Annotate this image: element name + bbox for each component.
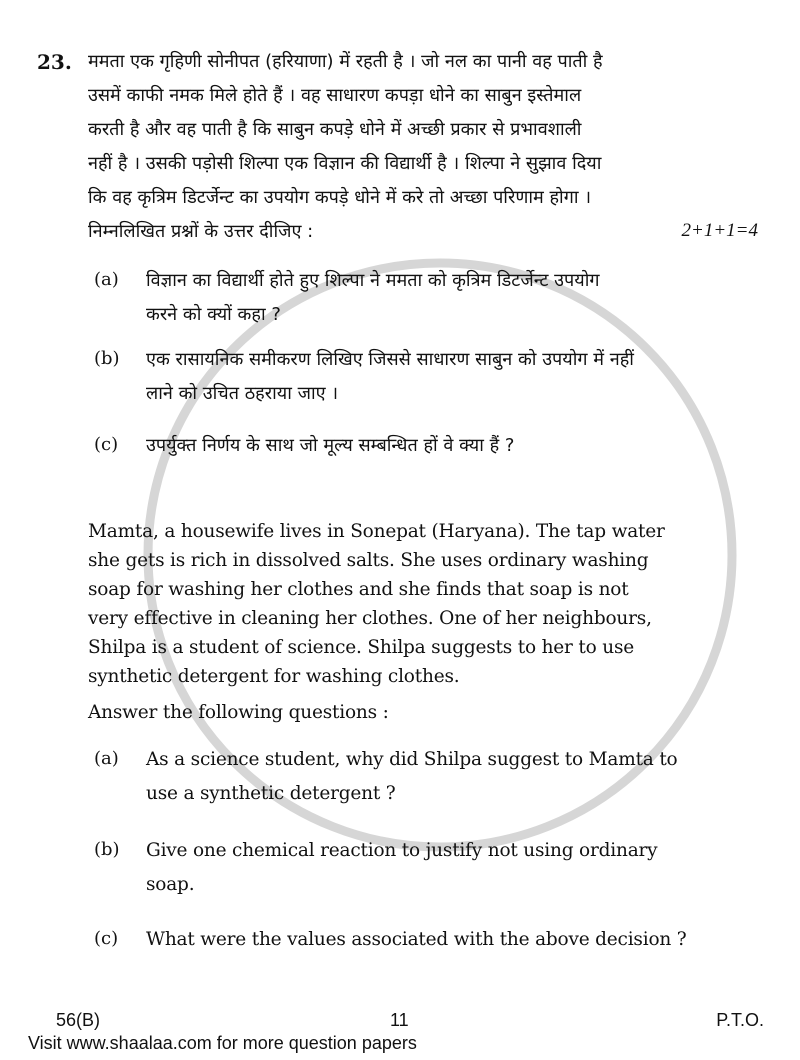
text-line: निम्नलिखित प्रश्नों के उत्तर दीजिए : [88, 221, 314, 242]
page-number: 11 [390, 1010, 409, 1030]
subquestion-label: (a) [94, 269, 119, 290]
text-line: ममता एक गृहिणी सोनीपत (हरियाणा) में रहती है । जो नल का पानी वह पाती है [88, 51, 603, 72]
text-line: very effective in cleaning her clothes. One of her neighbours, [88, 608, 652, 629]
text-line: she gets is rich in dissolved salts. She uses ordinary washing [88, 550, 649, 571]
subquestion-line: लाने को उचित ठहराया जाए । [146, 383, 339, 404]
text-line: उसमें काफी नमक मिले होते हैं । वह साधारण कपड़ा धोने का साबुन इस्तेमाल [88, 85, 582, 106]
paper-code: 56(B) [56, 1010, 101, 1030]
subquestion-line: करने को क्यों कहा ? [146, 304, 281, 325]
subquestion-line: What were the values associated with the above decision ? [146, 929, 687, 950]
subquestion-label: (c) [94, 928, 119, 949]
text-line: Shilpa is a student of science. Shilpa suggests to her to use [88, 637, 634, 658]
subquestion-line: विज्ञान का विद्यार्थी होते हुए शिल्पा ने ममता को कृत्रिम डिटर्जेन्ट उपयोग [146, 270, 600, 291]
subquestion-line: उपर्युक्त निर्णय के साथ जो मूल्य सम्बन्धित हों वे क्या हैं ? [146, 435, 515, 456]
subquestion-line: As a science student, why did Shilpa suggest to Mamta to [146, 749, 678, 770]
subquestion-line: use a synthetic detergent ? [146, 783, 396, 804]
subquestion-label: (c) [94, 434, 119, 455]
subquestion-line: soap. [146, 874, 195, 895]
question-number: 23. [37, 50, 72, 74]
visit-link[interactable]: Visit www.shaalaa.com for more question papers [28, 1033, 417, 1053]
text-line: soap for washing her clothes and she finds that soap is not [88, 579, 629, 600]
text-line: कि वह कृत्रिम डिटर्जेन्ट का उपयोग कपड़े धोने में करे तो अच्छा परिणाम होगा । [88, 187, 592, 208]
subquestion-line: Give one chemical reaction to justify not using ordinary [146, 840, 658, 861]
text-line: करती है और वह पाती है कि साबुन कपड़े धोने में अच्छी प्रकार से प्रभावशाली [88, 119, 582, 140]
text-line: Answer the following questions : [88, 702, 389, 723]
subquestion-line: एक रासायनिक समीकरण लिखिए जिससे साधारण साबुन को उपयोग में नहीं [146, 349, 634, 370]
marks-distribution: 2+1+1=4 [681, 220, 758, 241]
pto-label: P.T.O. [716, 1010, 764, 1030]
text-line: नहीं है । उसकी पड़ोसी शिल्पा एक विज्ञान की विद्यार्थी है । शिल्पा ने सुझाव दिया [88, 153, 602, 174]
subquestion-label: (a) [94, 748, 119, 769]
text-line: synthetic detergent for washing clothes. [88, 666, 460, 687]
subquestion-label: (b) [94, 348, 120, 369]
text-line: Mamta, a housewife lives in Sonepat (Haryana). The tap water [88, 521, 665, 542]
subquestion-label: (b) [94, 839, 120, 860]
